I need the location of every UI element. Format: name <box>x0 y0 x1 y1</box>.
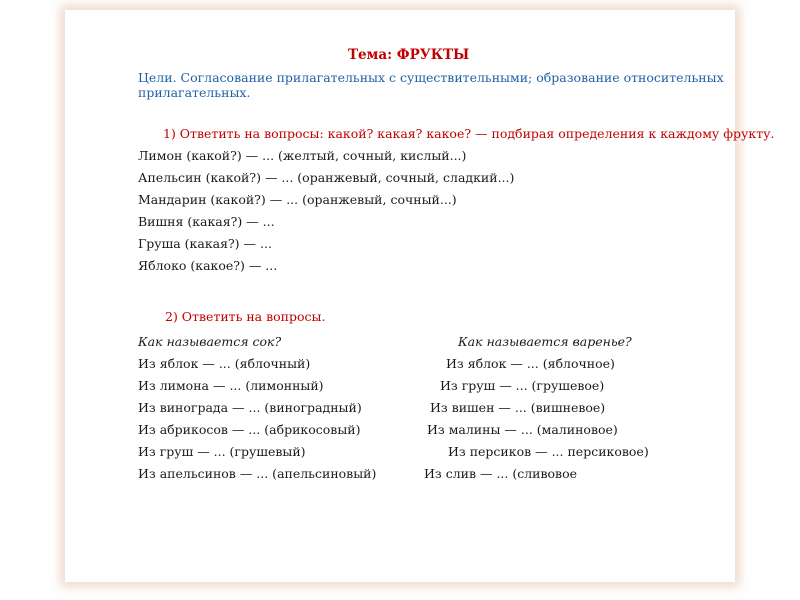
task2-table <box>138 331 778 485</box>
juice-item: Из груш — ... (грушевый) <box>138 444 306 459</box>
task2-heading: 2) Ответить на вопросы. <box>165 309 326 324</box>
task1-list <box>138 145 778 277</box>
task2-row <box>138 419 778 441</box>
task2-row <box>138 463 778 485</box>
slide-title: Тема: ФРУКТЫ <box>348 47 470 63</box>
task1-heading: 1) Ответить на вопросы: какой? какая? какое? — подбирая определения к каждому фрукту. <box>163 126 775 141</box>
juice-item: Из лимона — ... (лимонный) <box>138 378 324 393</box>
juice-item: Из яблок — ... (яблочный) <box>138 356 311 371</box>
jam-item: Из вишен — ... (вишневое) <box>430 400 606 415</box>
jam-item: Из слив — ... (сливовое <box>424 466 578 481</box>
jam-item: Из яблок — ... (яблочное) <box>446 356 615 371</box>
juice-item: Из винограда — ... (виноградный) <box>138 400 362 415</box>
task1-line: Яблоко (какое?) — ... <box>138 258 278 273</box>
task1-line: Апельсин (какой?) — ... (оранжевый, сочный, сладкий...) <box>138 170 515 185</box>
task1-line: Груша (какая?) — ... <box>138 236 272 251</box>
task2-row <box>138 441 778 463</box>
juice-item: Из абрикосов — ... (абрикосовый) <box>138 422 361 437</box>
jam-item: Из груш — ... (грушевое) <box>440 378 605 393</box>
task2-header-row <box>138 331 778 353</box>
goals-text: Цели. Согласование прилагательных с существительными; образование относительных прилагательных. <box>138 70 724 100</box>
task2-row <box>138 375 778 397</box>
juice-item: Из апельсинов — ... (апельсиновый) <box>138 466 377 481</box>
task1-line: Вишня (какая?) — ... <box>138 214 275 229</box>
jam-item: Из малины — ... (малиновое) <box>427 422 618 437</box>
juice-column-header: Как называется сок? <box>138 334 282 349</box>
task2-row <box>138 397 778 419</box>
jam-column-header: Как называется варенье? <box>458 334 632 349</box>
task1-line: Мандарин (какой?) — ... (оранжевый, сочный...) <box>138 192 457 207</box>
jam-item: Из персиков — ... персиковое) <box>448 444 649 459</box>
slide-content <box>138 44 778 485</box>
task2-row <box>138 353 778 375</box>
task1-line: Лимон (какой?) — ... (желтый, сочный, кислый...) <box>138 148 467 163</box>
